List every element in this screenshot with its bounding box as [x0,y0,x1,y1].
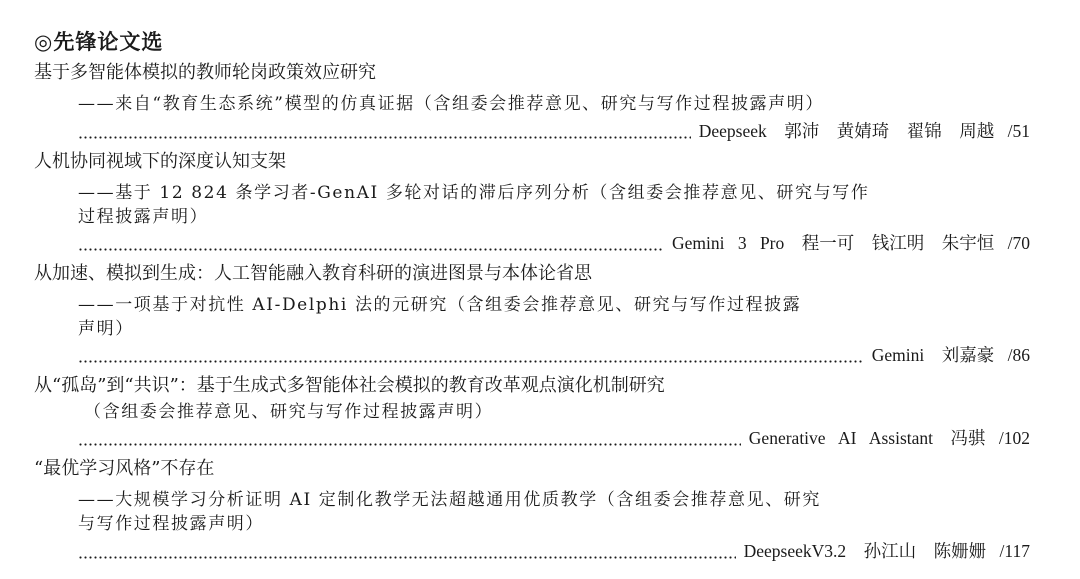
entry-2-byline: Gemini 3 Pro 程一可 钱江明 朱宇恒 /70 [671,233,1030,253]
entry-5-subtitle-line-2: 与写作过程披露声明） [78,514,264,534]
entry-1-dot-leader [78,127,691,139]
entry-1-subtitle-line-1: ——来自“教育生态系统”模型的仿真证据（含组委会推荐意见、研究与写作过程披露声明） [78,94,824,114]
entry-2-subtitle-line-2: 过程披露声明） [78,207,209,227]
entry-3-byline-row [78,342,1030,367]
entry-2-subtitle-line-1: ——基于 12 824 条学习者-GenAI 多轮对话的滞后序列分析（含组委会推荐意见、研究与写作 [78,183,870,203]
entry-1-title: 基于多智能体模拟的教师轮岗政策效应研究 [34,62,376,83]
entry-3-subtitle-line-1: ——一项基于对抗性 AI-Delphi 法的元研究（含组委会推荐意见、研究与写作过程披露 [78,295,802,315]
entry-4-byline-row [78,425,1030,450]
entry-3-subtitle-line-2: 声明） [78,319,134,339]
entry-4-byline: Generative AI Assistant 冯骐 /102 [748,428,1030,448]
entry-3-title: 从加速、模拟到生成：人工智能融入教育科研的演进图景与本体论省思 [34,263,592,284]
entry-2-title: 人机协同视域下的深度认知支架 [34,151,286,172]
entry-4-title: 从“孤岛”到“共识”：基于生成式多智能体社会模拟的教育改革观点演化机制研究 [34,375,665,396]
entry-5-byline-row [78,538,1030,563]
entry-5-byline: DeepseekV3.2 孙江山 陈姗姗 /117 [743,541,1030,561]
entry-5-title: “最优学习风格”不存在 [34,458,215,479]
section-title: ◎先锋论文选 [34,30,164,54]
entry-5-subtitle-line-1: ——大规模学习分析证明 AI 定制化教学无法超越通用优质教学（含组委会推荐意见、研究 [78,490,821,510]
entry-4-subtitle-line-1: （含组委会推荐意见、研究与写作过程披露声明） [84,402,494,422]
entry-2-byline-row [78,230,1030,255]
entry-3-dot-leader [78,351,864,363]
entry-1-byline: Deepseek 郭沛 黄婧琦 翟锦 周越 /51 [698,121,1030,141]
entry-5-dot-leader [78,547,736,559]
entry-1-byline-row [78,118,1030,143]
entry-2-dot-leader [78,239,664,251]
entry-3-byline: Gemini 刘嘉豪 /86 [871,345,1030,365]
entry-4-dot-leader [78,434,741,446]
